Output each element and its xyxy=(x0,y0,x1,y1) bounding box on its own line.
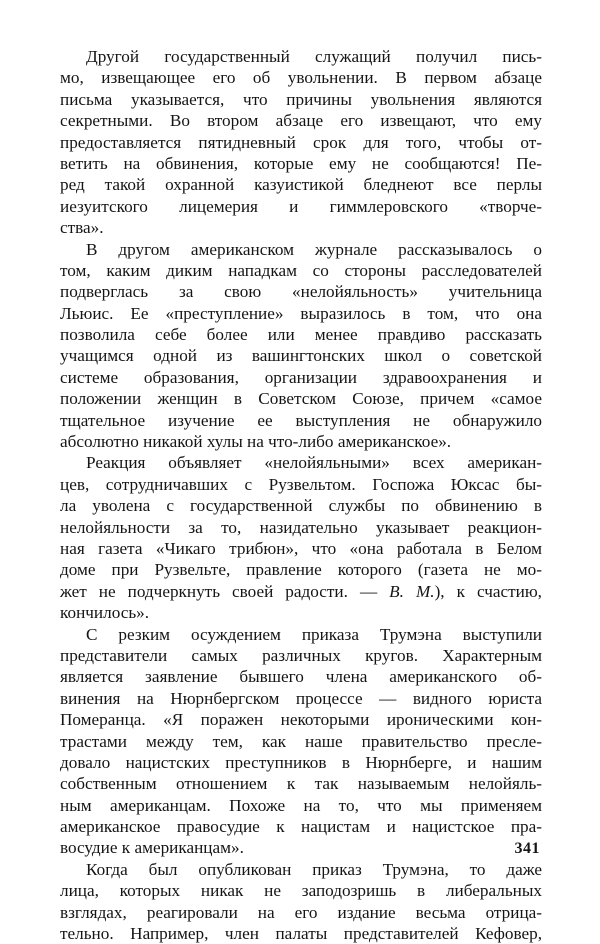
page-number: 341 xyxy=(514,840,540,857)
document-body xyxy=(60,46,542,944)
text-line: мо, извещающее его об увольнении. В первом абзаце xyxy=(60,68,542,88)
text-line: жет не подчеркнуть своей радости. — В. М.), к счастию, xyxy=(60,581,542,601)
text-line: ным американцам. Похоже на то, что мы применяем xyxy=(60,795,542,815)
paragraph xyxy=(60,239,542,453)
text-line: тщательное изучение ее выступления не обнаружило xyxy=(60,410,542,430)
text-line: С резким осуждением приказа Трумэна выступили xyxy=(86,624,542,644)
text-line: секретными. Во втором абзаце его извещают, что ему xyxy=(60,111,542,131)
text-line: ветить на обвинения, которые ему не сообщаются! Пе- xyxy=(60,153,542,173)
text-line: Реакция объявляет «нелойяльными» всех американ- xyxy=(86,453,542,473)
text-line: тельно. Например, член палаты представителей Кефовер, xyxy=(60,924,542,944)
text-line: кончилось». xyxy=(60,603,150,623)
text-line: подверглась за свою «нелойяльность» учительница xyxy=(60,282,542,302)
text-line: является заявление бывшего члена американского об- xyxy=(60,667,542,687)
paragraph xyxy=(60,624,542,859)
text-line: Когда был опубликован приказ Трумэна, то даже xyxy=(86,859,542,879)
text-line: абсолютно никакой хулы на что-либо американское». xyxy=(60,432,452,452)
text-line: представители самых различных кругов. Характерным xyxy=(60,645,542,665)
text-line: Померанца. «Я поражен некоторыми ироническими кон- xyxy=(60,710,542,730)
text-line: положении женщин в Советском Союзе, причем «самое xyxy=(60,389,542,409)
text-line: письма указывается, что причины увольнения являются xyxy=(60,89,542,109)
text-line: предоставляется пятидневный срок для того, чтобы от- xyxy=(60,132,542,152)
text-line: ства». xyxy=(60,218,104,238)
text-line: нелойяльности за то, назидательно указывает реакцион- xyxy=(60,517,542,537)
text-line: ла уволена с государственной службы по обвинению в xyxy=(60,496,542,516)
text-line: собственным отношением к так называемым нелойяль- xyxy=(60,774,542,794)
text-line: цев, сотрудничавших с Рузвельтом. Госпожа Юксас бы- xyxy=(60,474,542,494)
text-line: Льюис. Ее «преступление» выразилось в том, что она xyxy=(60,303,542,323)
text-line: учащимся одной из вашингтонских школ о советской xyxy=(60,346,542,366)
text-line: взглядах, реагировали на его издание весьма отрица- xyxy=(60,902,542,922)
paragraph xyxy=(60,859,542,944)
text-line: В другом американском журнале рассказывалось о xyxy=(86,239,542,259)
text-line: трастами между тем, как наше правительство пресле- xyxy=(60,731,542,751)
text-line: довало нацистских преступников в Нюрнберге, и нашим xyxy=(60,752,542,772)
text-line: восудие к американцам». xyxy=(60,838,244,858)
text-line: ред такой охранной казуистикой бледнеют все перлы xyxy=(60,175,542,195)
paragraph xyxy=(60,46,542,239)
text-line: американское правосудие к нацистам и нацистское пра- xyxy=(60,817,542,837)
text-line: доме при Рузвельте, правление которого (газета не мо- xyxy=(60,560,542,580)
text-line: Другой государственный служащий получил пись- xyxy=(86,47,542,66)
text-line: винения на Нюрнбергском процессе — видного юриста xyxy=(60,688,542,708)
author-initials: В. М. xyxy=(389,581,435,601)
text-line: позволила себе более или менее правдиво рассказать xyxy=(60,325,542,345)
paragraph xyxy=(60,452,542,623)
text-line: том, каким диким нападкам со стороны расследователей xyxy=(60,260,542,280)
text-line: лица, которых никак не заподозришь в либеральных xyxy=(60,881,542,901)
text-line: иезуитского лицемерия и гиммлеровского «творче- xyxy=(60,196,542,216)
text-line: системе образования, организации здравоохранения и xyxy=(60,367,542,387)
text-line: ная газета «Чикаго трибюн», что «она работала в Белом xyxy=(60,538,542,558)
